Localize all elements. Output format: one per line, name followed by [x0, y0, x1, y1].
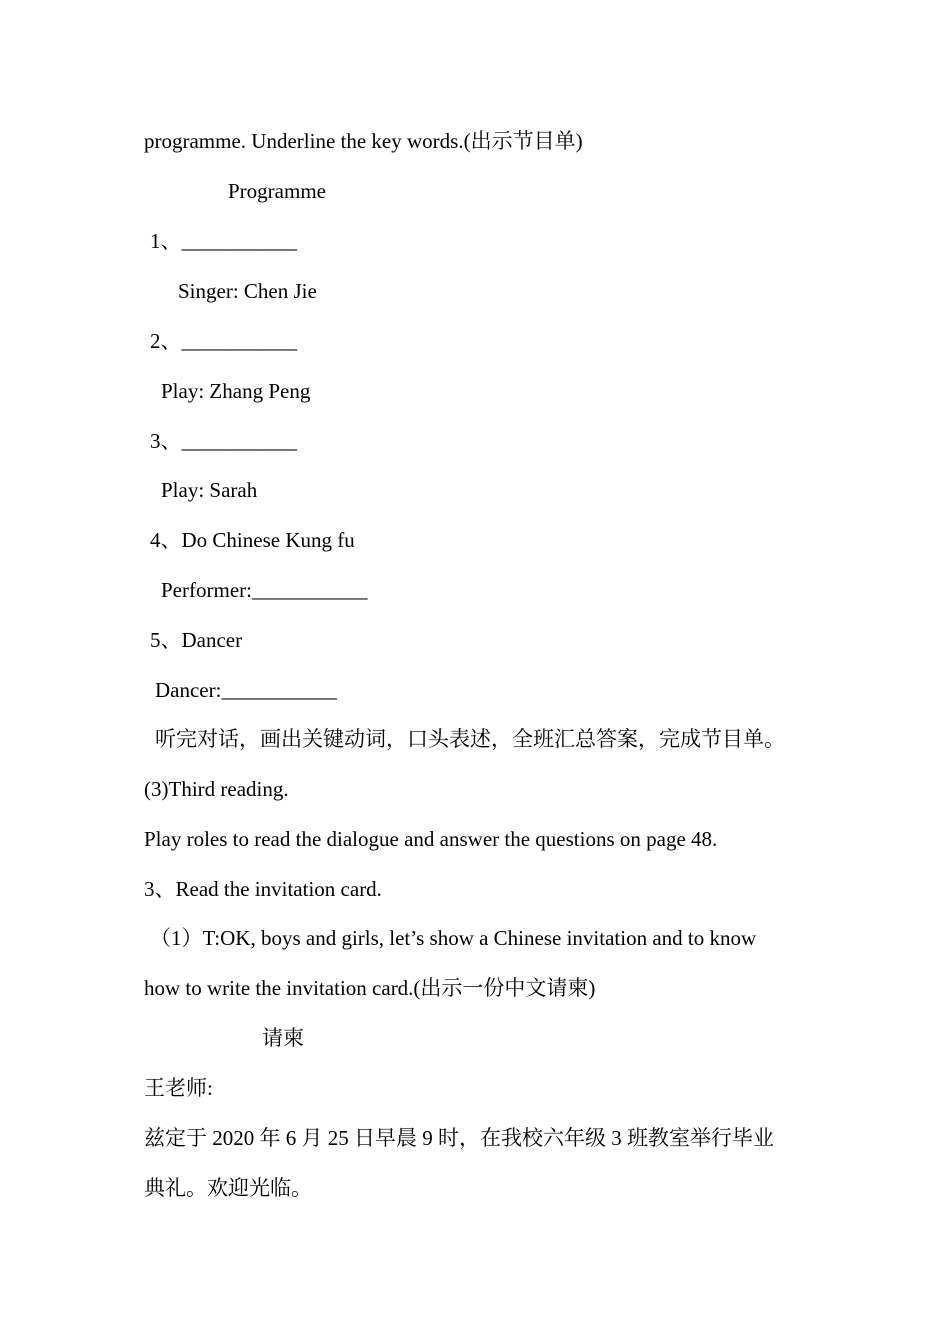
programme-heading: Programme	[228, 179, 326, 203]
invitation-body-line-2: 典礼。欢迎光临。	[144, 1176, 312, 1200]
programme-item-4: 4、Do Chinese Kung fu	[150, 528, 355, 552]
play-roles-instruction: Play roles to read the dialogue and answer the questions on page 48.	[144, 827, 718, 851]
teacher-dialogue-line-2: how to write the invitation card.(出示一份中文请柬)	[144, 976, 596, 1000]
programme-item-2: 2、___________	[150, 329, 297, 353]
teacher-dialogue-line-1: （1）T:OK, boys and girls, let’s show a Chinese invitation and to know	[150, 926, 757, 950]
programme-item-1: 1、___________	[150, 229, 297, 253]
invitation-section-heading: 3、Read the invitation card.	[144, 877, 382, 901]
invitation-body-line-1: 兹定于 2020 年 6 月 25 日早晨 9 时，在我校六年级 3 班教室举行毕业	[144, 1126, 774, 1150]
programme-item-5: 5、Dancer	[150, 628, 243, 652]
invitation-salutation: 王老师:	[144, 1076, 213, 1100]
programme-item-5-dancer: Dancer:___________	[155, 678, 337, 702]
programme-item-3: 3、___________	[150, 429, 297, 453]
programme-item-4-performer: Performer:___________	[161, 578, 368, 602]
chinese-instruction: 听完对话，画出关键动词，口头表述，全班汇总答案，完成节目单。	[155, 727, 785, 751]
programme-item-1-singer: Singer: Chen Jie	[178, 279, 317, 303]
third-reading-heading: (3)Third reading.	[144, 777, 289, 801]
programme-item-2-play: Play: Zhang Peng	[161, 379, 311, 403]
invitation-title: 请柬	[262, 1026, 304, 1050]
programme-item-3-play: Play: Sarah	[161, 478, 258, 502]
programme-instruction-line: programme. Underline the key words.(出示节目单)	[144, 129, 583, 153]
